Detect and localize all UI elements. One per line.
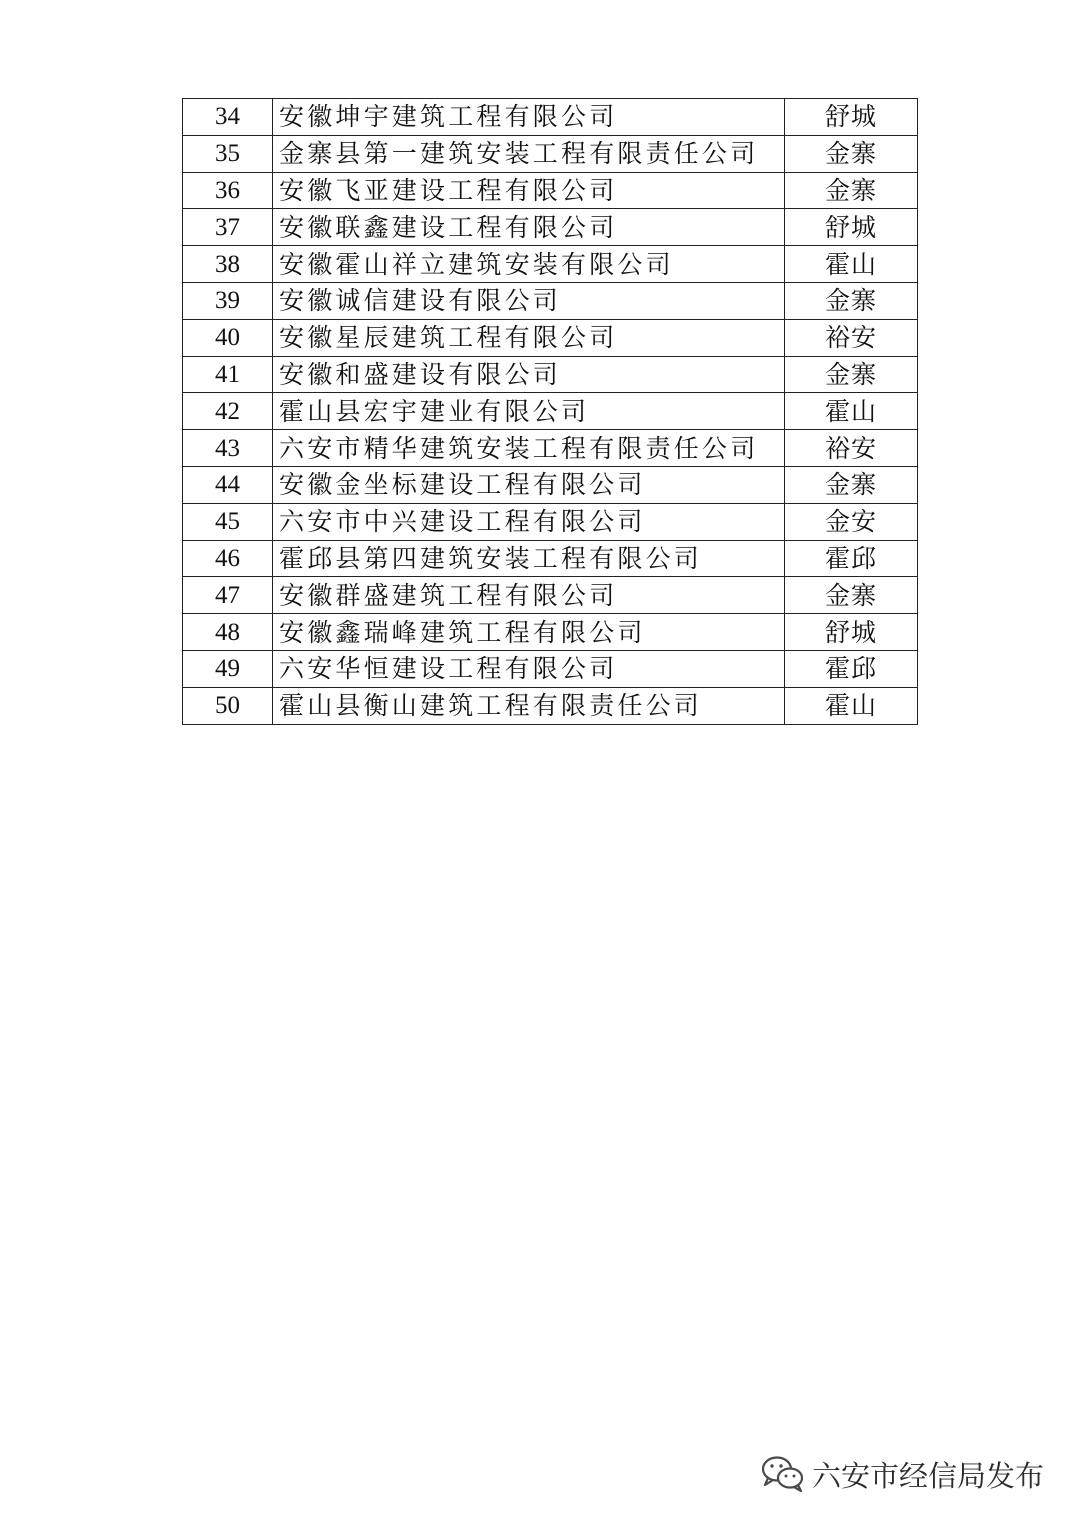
table-row <box>183 687 918 724</box>
region-name: 霍山 <box>785 246 918 283</box>
table-row <box>183 540 918 577</box>
company-name: 安徽诚信建设有限公司 <box>273 282 785 319</box>
table-row <box>183 614 918 651</box>
company-list-table <box>182 98 918 725</box>
table-row <box>183 172 918 209</box>
company-name: 安徽金坐标建设工程有限公司 <box>273 466 785 503</box>
region-name: 金安 <box>785 503 918 540</box>
table-row <box>183 135 918 172</box>
table-row <box>183 209 918 246</box>
table-row <box>183 99 918 136</box>
region-name: 金寨 <box>785 282 918 319</box>
region-name: 裕安 <box>785 430 918 467</box>
region-name: 金寨 <box>785 135 918 172</box>
table-row <box>183 650 918 687</box>
row-number: 40 <box>183 319 273 356</box>
table-row <box>183 393 918 430</box>
region-name: 金寨 <box>785 172 918 209</box>
table-row <box>183 577 918 614</box>
row-number: 36 <box>183 172 273 209</box>
company-name: 霍邱县第四建筑安装工程有限公司 <box>273 540 785 577</box>
company-name: 安徽霍山祥立建筑安装有限公司 <box>273 246 785 283</box>
region-name: 裕安 <box>785 319 918 356</box>
region-name: 霍邱 <box>785 540 918 577</box>
region-name: 霍山 <box>785 687 918 724</box>
company-name: 六安市中兴建设工程有限公司 <box>273 503 785 540</box>
source-watermark <box>760 1452 1044 1496</box>
row-number: 34 <box>183 99 273 136</box>
company-name: 霍山县衡山建筑工程有限责任公司 <box>273 687 785 724</box>
row-number: 50 <box>183 687 273 724</box>
company-name: 霍山县宏宇建业有限公司 <box>273 393 785 430</box>
company-name: 安徽联鑫建设工程有限公司 <box>273 209 785 246</box>
row-number: 35 <box>183 135 273 172</box>
company-name: 六安华恒建设工程有限公司 <box>273 650 785 687</box>
table-row <box>183 466 918 503</box>
table-row <box>183 319 918 356</box>
company-name: 安徽星辰建筑工程有限公司 <box>273 319 785 356</box>
row-number: 39 <box>183 282 273 319</box>
region-name: 霍邱 <box>785 650 918 687</box>
row-number: 47 <box>183 577 273 614</box>
row-number: 44 <box>183 466 273 503</box>
company-name: 安徽鑫瑞峰建筑工程有限公司 <box>273 614 785 651</box>
company-name: 六安市精华建筑安装工程有限责任公司 <box>273 430 785 467</box>
row-number: 46 <box>183 540 273 577</box>
table-row <box>183 282 918 319</box>
table-row <box>183 356 918 393</box>
row-number: 37 <box>183 209 273 246</box>
region-name: 金寨 <box>785 466 918 503</box>
region-name: 舒城 <box>785 209 918 246</box>
wechat-official-account-icon <box>760 1454 806 1494</box>
region-name: 金寨 <box>785 356 918 393</box>
company-name: 金寨县第一建筑安装工程有限责任公司 <box>273 135 785 172</box>
row-number: 38 <box>183 246 273 283</box>
row-number: 42 <box>183 393 273 430</box>
row-number: 49 <box>183 650 273 687</box>
watermark-text: 六安市经信局发布 <box>811 1458 1044 1493</box>
company-name: 安徽飞亚建设工程有限公司 <box>273 172 785 209</box>
region-name: 舒城 <box>785 99 918 136</box>
table-body <box>183 99 918 725</box>
row-number: 48 <box>183 614 273 651</box>
table-row <box>183 430 918 467</box>
row-number: 45 <box>183 503 273 540</box>
table-row <box>183 503 918 540</box>
company-name: 安徽坤宇建筑工程有限公司 <box>273 99 785 136</box>
row-number: 41 <box>183 356 273 393</box>
region-name: 霍山 <box>785 393 918 430</box>
table-row <box>183 246 918 283</box>
company-name: 安徽和盛建设有限公司 <box>273 356 785 393</box>
company-name: 安徽群盛建筑工程有限公司 <box>273 577 785 614</box>
region-name: 金寨 <box>785 577 918 614</box>
region-name: 舒城 <box>785 614 918 651</box>
row-number: 43 <box>183 430 273 467</box>
